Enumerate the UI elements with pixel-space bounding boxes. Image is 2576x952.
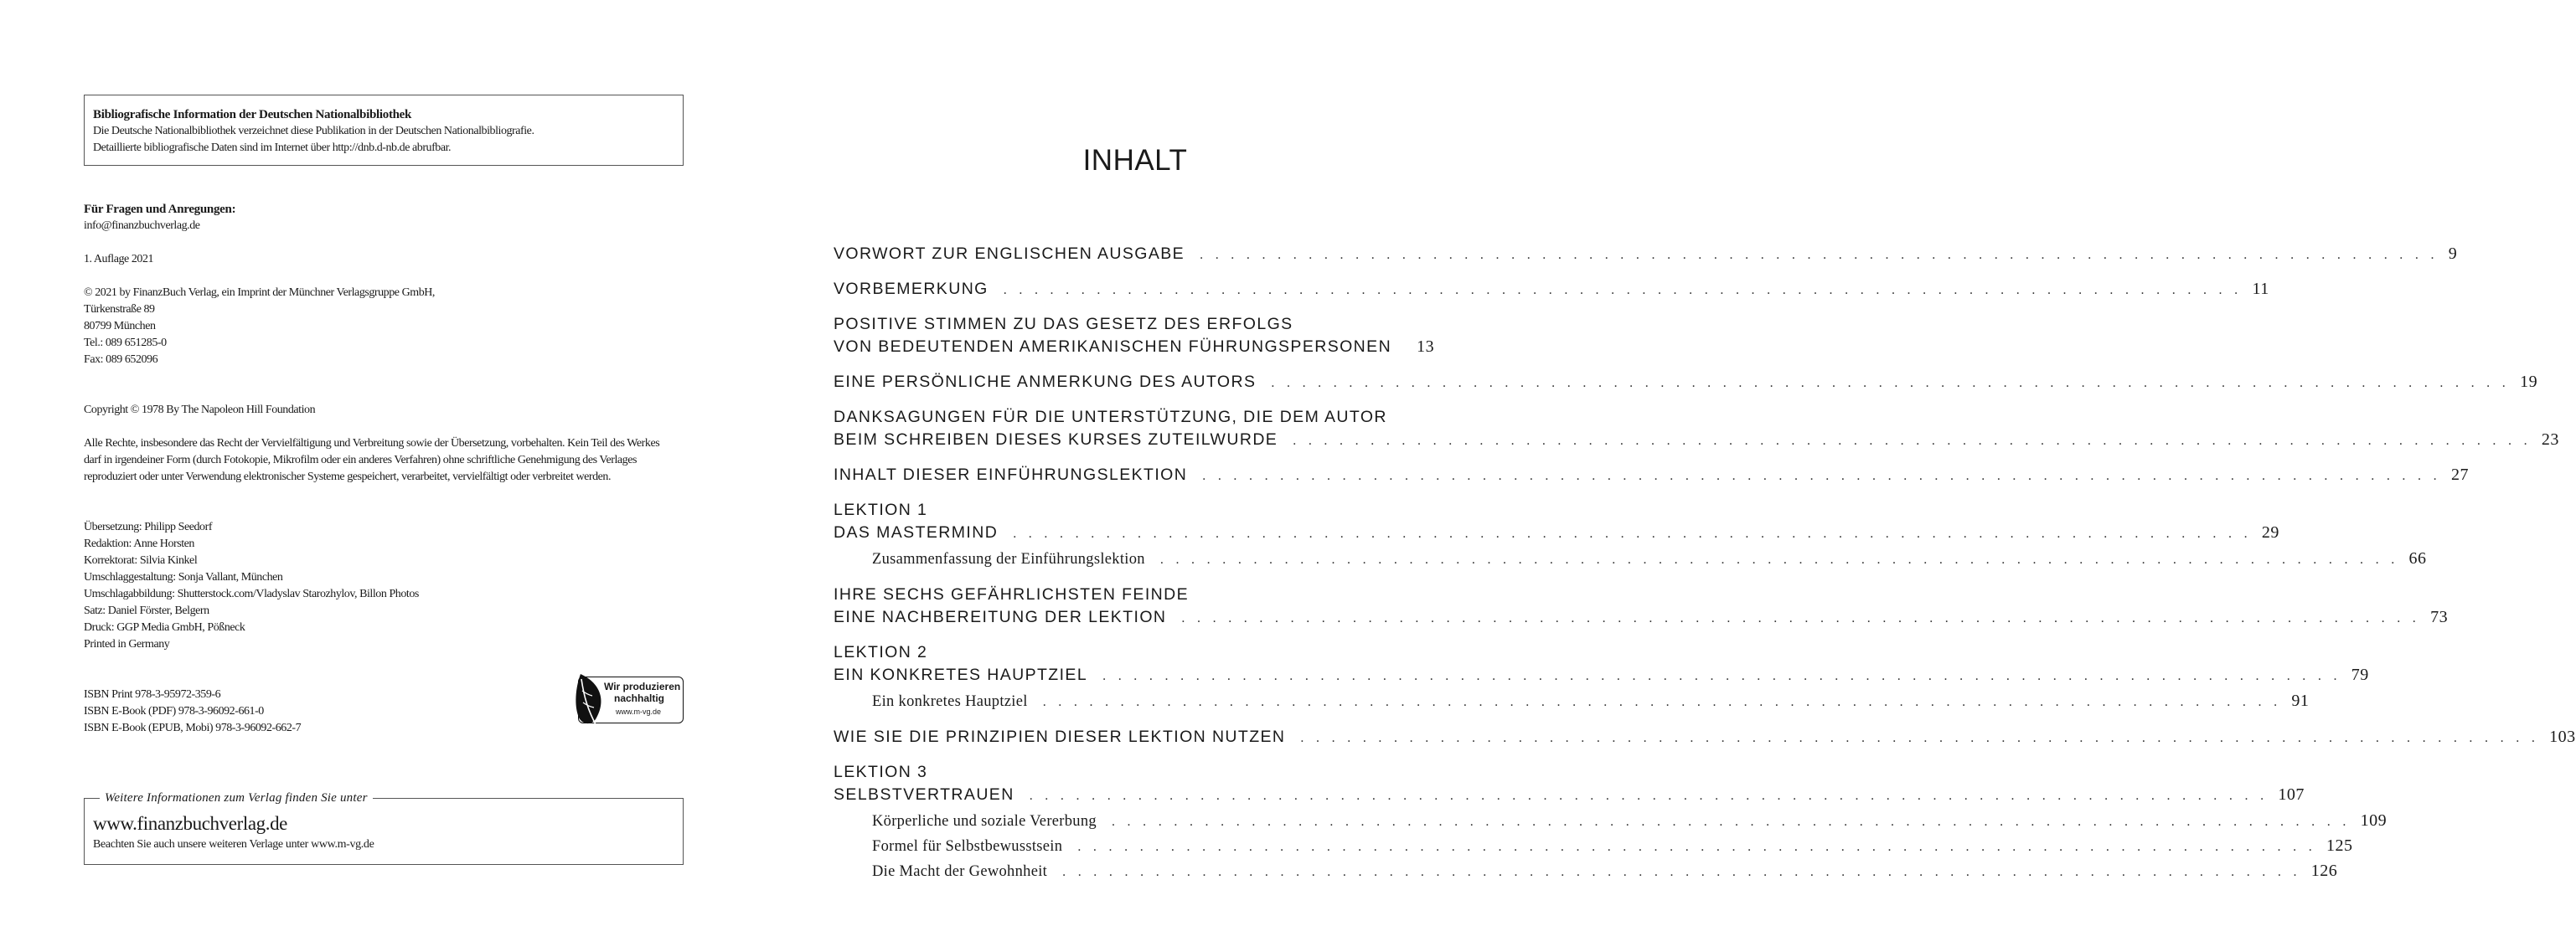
toc-page-number: 125 xyxy=(2326,836,2353,855)
imprint-page xyxy=(84,95,684,737)
toc-page-number: 23 xyxy=(2541,430,2559,449)
rights-line: Alle Rechte, insbesondere das Recht der Vervielfältigung und Verbreitung sowie der Übersetzung, vorbehalten. Kein Teil des Werkes xyxy=(84,437,660,450)
toc-entry-row xyxy=(834,243,2458,266)
toc-entry[interactable] xyxy=(834,243,2458,266)
dot-leader: . . . . . . . . . . . . . . . . . . . . . . . . . . . . . . . . . . . . . . . . . . . . . . . . . . . . . . . . . . . . . . . . . . . . . . . . . . . . . . . . xyxy=(1300,731,2540,745)
isbn-line: ISBN E-Book (EPUB, Mobi) 978-3-96092-662-7 xyxy=(84,722,302,734)
dot-leader: . . . . . . . . . . . . . . . . . . . . . . . . . . . . . . . . . . . . . . . . . . . . . . . . . . . . . . . . . . . . . . . . . . . . . . . . . . . . . . . . xyxy=(1102,669,2341,683)
toc-subentry[interactable] xyxy=(834,689,2310,714)
toc-entry[interactable] xyxy=(834,726,2576,749)
isbn-line: ISBN E-Book (PDF) 978-3-96092-661-0 xyxy=(84,705,264,718)
dot-leader: . . . . . . . . . . . . . . . . . . . . . . . . . . . . . . . . . . . . . . . . . . . . . . . . . . . . . . . . . . . . . . . . . . . . . . . . . . . . . . . . xyxy=(1271,376,2511,390)
toc-subentries xyxy=(834,689,2310,714)
toc-entry[interactable] xyxy=(834,761,2388,884)
credits xyxy=(84,519,684,653)
credit-line: Umschlagabbildung: Shutterstock.com/Vladyslav Starozhylov, Billon Photos xyxy=(84,588,419,600)
dot-leader: . . . . . . . . . . . . . . . . . . . . . . . . . . . . . . . . . . . . . . . . . . . . . . . . . . . . . . . . . . . . . . . . . . . . . . . . . . . . . . . . xyxy=(1111,815,2351,829)
toc-entry-title: EINE PERSÖNLICHE ANMERKUNG DES AUTORS xyxy=(834,373,1257,391)
toc-page-number: 109 xyxy=(2360,811,2388,830)
toc-entry[interactable] xyxy=(834,406,2559,452)
credit-line: Korrektorat: Silvia Kinkel xyxy=(84,554,198,567)
publisher-url[interactable]: www.finanzbuchverlag.de xyxy=(93,813,287,834)
toc-entry-title: BEIM SCHREIBEN DIESES KURSES ZUTEILWURDE xyxy=(834,430,1278,449)
toc-entry-title: VORBEMERKUNG xyxy=(834,280,989,298)
dot-leader: . . . . . . . . . . . . . . . . . . . . . . . . . . . . . . . . . . . . . . . . . . . . . . . . . . . . . . . . . . . . . . . . . . . . . . . . . . . . . . . . xyxy=(1029,789,2269,803)
contact-heading: Für Fragen und Anregungen: xyxy=(84,203,236,216)
toc-title: INHALT xyxy=(1082,144,1188,177)
toc-entry[interactable] xyxy=(834,641,2369,714)
toc-entry-title: IHRE SECHS GEFÄHRLICHSTEN FEINDE xyxy=(834,585,1190,604)
toc-page-number: 27 xyxy=(2450,466,2469,484)
credit-line: Übersetzung: Philipp Seedorf xyxy=(84,521,213,533)
dot-leader: . . . . . . . . . . . . . . . . . . . . . . . . . . . . . . . . . . . . . . . . . . . . . . . . . . . . . . . . . . . . . . . . . . . . . . . . . . . . . . . . xyxy=(1202,469,2441,483)
isbn-block xyxy=(84,681,684,737)
toc-subentries xyxy=(834,547,2427,572)
toc-entry-row xyxy=(834,664,2369,687)
toc-page-number: 107 xyxy=(2278,785,2305,804)
publisher-address xyxy=(84,285,684,368)
toc-page-number: 126 xyxy=(2310,862,2338,880)
toc-entry-row xyxy=(834,522,2279,545)
address-line: © 2021 by FinanzBuch Verlag, ein Imprint der Münchner Verlagsgruppe GmbH, xyxy=(84,286,435,299)
credit-line: Printed in Germany xyxy=(84,638,170,651)
toc-entry-title: LEKTION 3 xyxy=(834,763,928,781)
toc-page-number: 79 xyxy=(2351,666,2369,684)
badge-url: www.m-vg.de xyxy=(616,708,662,716)
address-line: Tel.: 089 651285-0 xyxy=(84,337,167,349)
credit-line: Umschlaggestaltung: Sonja Vallant, München xyxy=(84,571,283,584)
leaf-icon xyxy=(574,671,611,731)
toc-entry-row xyxy=(834,726,2576,749)
toc-subentry-title: Zusammenfassung der Einführungslektion xyxy=(872,551,1145,568)
toc-entry-title: DAS MASTERMIND xyxy=(834,523,999,542)
publisher-info-box xyxy=(84,791,684,865)
bib-title: Bibliografische Information der Deutschen Nationalbibliothek xyxy=(93,108,412,121)
toc-entry-title: EIN KONKRETES HAUPTZIEL xyxy=(834,666,1088,684)
toc-entry-row xyxy=(834,429,2559,452)
bib-line: Die Deutsche Nationalbibliothek verzeichnet diese Publikation in der Deutschen Nationalbibliografie. xyxy=(93,125,534,137)
toc-entry-row xyxy=(834,784,2305,807)
publisher-info-legend: Weitere Informationen zum Verlag finden Sie unter xyxy=(100,790,373,805)
badge-line: Wir produzieren xyxy=(604,681,681,692)
toc-entry-title: DANKSAGUNGEN FÜR DIE UNTERSTÜTZUNG, DIE DEM AUTOR xyxy=(834,408,1387,426)
credit-line: Druck: GGP Media GmbH, Pößneck xyxy=(84,621,245,634)
toc-page-number: 73 xyxy=(2430,608,2449,626)
toc-page-number: 9 xyxy=(2448,244,2458,263)
publisher-note: Beachten Sie auch unsere weiteren Verlage unter www.m-vg.de xyxy=(93,838,374,851)
toc-subentry-title: Körperliche und soziale Vererbung xyxy=(872,813,1097,830)
toc-entry-row xyxy=(834,336,1433,359)
toc-entry[interactable] xyxy=(834,278,2269,301)
edition: 1. Auflage 2021 xyxy=(84,253,154,265)
toc-entry-title: VON BEDEUTENDEN AMERIKANISCHEN FÜHRUNGSPERSONEN xyxy=(834,337,1392,356)
bibliographic-info-box xyxy=(84,95,684,166)
toc-subentry[interactable] xyxy=(834,809,2388,834)
toc-page-number: 91 xyxy=(2291,692,2310,710)
toc-subentry-title: Formel für Selbstbewusstsein xyxy=(872,838,1063,855)
toc-entry-title: POSITIVE STIMMEN ZU DAS GESETZ DES ERFOLGS xyxy=(834,315,1293,333)
toc-entry-row xyxy=(834,278,2269,301)
rights-line: reproduziert oder unter Verwendung elektronischer Systeme gespeichert, verarbeitet, vervielfältigt oder verbreitet werden. xyxy=(84,471,612,483)
toc-page-number: 19 xyxy=(2520,373,2538,391)
toc-subentry-title: Ein konkretes Hauptziel xyxy=(872,693,1028,710)
toc-entry[interactable] xyxy=(834,584,2449,630)
dot-leader: . . . . . . . . . . . . . . . . . . . . . . . . . . . . . . . . . . . . . . . . . . . . . . . . . . . . . . . . . . . . . . . . . . . . . . . . . . . . . . . . xyxy=(1003,283,2243,297)
toc-subentries xyxy=(834,809,2388,884)
toc-entry[interactable] xyxy=(834,464,2469,487)
toc-entry-row xyxy=(834,371,2538,394)
toc-entry-title: SELBSTVERTRAUEN xyxy=(834,785,1014,804)
rights-line: darf in irgendeiner Form (durch Fotokopie, Mikrofilm oder ein anderes Verfahren) ohne schriftliche Genehmigung des Verlages xyxy=(84,454,637,466)
toc-page-number: 29 xyxy=(2261,523,2279,542)
toc-entry-row xyxy=(834,606,2449,630)
dot-leader: . . . . . . . . . . . . . . . . . . . . . . . . . . . . . . . . . . . . . . . . . . . . . . . . . . . . . . . . . . . . . . . . . . . . . . . . . . . . . . . . xyxy=(1062,865,2301,879)
dot-leader: . . . . . . . . . . . . . . . . . . . . . . . . . . . . . . . . . . . . . . . . . . . . . . . . . . . . . . . . . . . . . . . . . . . . . . . . . . . . . . . . xyxy=(1042,695,2282,709)
toc-entry-title: INHALT DIESER EINFÜHRUNGSLEKTION xyxy=(834,466,1188,484)
toc-page-number: 103 xyxy=(2549,728,2576,746)
toc-subentry[interactable] xyxy=(834,547,2427,572)
dot-leader: . . . . . . . . . . . . . . . . . . . . . . . . . . . . . . . . . . . . . . . . . . . . . . . . . . . . . . . . . . . . . . . . . . . . . . . . . . . . . . . . xyxy=(1293,434,2532,448)
credit-line: Redaktion: Anne Horsten xyxy=(84,538,194,550)
contact-email: info@finanzbuchverlag.de xyxy=(84,219,200,232)
dot-leader: . . . . . . . . . . . . . . . . . . . . . . . . . . . . . . . . . . . . . . . . . . . . . . . . . . . . . . . . . . . . . . . . . . . . . . . . . . . . . . . . xyxy=(1181,611,2421,625)
toc-entry-title: LEKTION 1 xyxy=(834,501,928,519)
toc-entry-title: VORWORT ZUR ENGLISCHEN AUSGABE xyxy=(834,244,1185,263)
toc-entry-title: WIE SIE DIE PRINZIPIEN DIESER LEKTION NUTZEN xyxy=(834,728,1286,746)
address-line: Türkenstraße 89 xyxy=(84,303,155,316)
address-line: Fax: 089 652096 xyxy=(84,353,158,366)
table-of-contents xyxy=(834,243,2576,896)
toc-subentry[interactable] xyxy=(834,834,2353,859)
address-line: 80799 München xyxy=(84,320,156,332)
sustainability-badge xyxy=(578,677,684,723)
toc-page-number: 11 xyxy=(2252,280,2269,298)
toc-entry[interactable] xyxy=(834,371,2538,394)
isbn-line: ISBN Print 978-3-95972-359-6 xyxy=(84,688,221,701)
toc-entry-title: EINE NACHBEREITUNG DER LEKTION xyxy=(834,608,1167,626)
toc-subentry[interactable] xyxy=(834,859,2338,884)
copyright: Copyright © 1978 By The Napoleon Hill Foundation xyxy=(84,404,316,416)
credit-line: Satz: Daniel Förster, Belgern xyxy=(84,605,209,617)
dot-leader: . . . . . . . . . . . . . . . . . . . . . . . . . . . . . . . . . . . . . . . . . . . . . . . . . . . . . . . . . . . . . . . . . . . . . . . . . . . . . . . . xyxy=(1200,248,2439,262)
toc-entry-title: LEKTION 2 xyxy=(834,643,928,661)
toc-entry-row xyxy=(834,464,2469,487)
rights-notice xyxy=(84,435,684,486)
dot-leader: . . . . . . . . . . . . . . . . . . . . . . . . . . . . . . . . . . . . . . . . . . . . . . . . . . . . . . . . . . . . . . . . . . . . . . . . . . . . . . . . xyxy=(1159,553,2399,567)
badge-line: nachhaltig xyxy=(614,692,665,704)
toc-entry[interactable] xyxy=(834,313,1433,359)
toc-page-number: 13 xyxy=(1417,337,1435,356)
toc-subentry-title: Die Macht der Gewohnheit xyxy=(872,863,1048,880)
toc-entry[interactable] xyxy=(834,499,2427,572)
dot-leader: . . . . . . . . . . . . . . . . . . . . . . . . . . . . . . . . . . . . . . . . . . . . . . . . . . . . . . . . . . . . . . . . . . . . . . . . . . . . . . . . xyxy=(1013,527,2252,541)
toc-page-number: 66 xyxy=(2408,549,2427,568)
dot-leader: . . . . . . . . . . . . . . . . . . . . . . . . . . . . . . . . . . . . . . . . . . . . . . . . . . . . . . . . . . . . . . . . . . . . . . . . . . . . . . . . xyxy=(1077,840,2317,854)
bib-line: Detaillierte bibliografische Daten sind im Internet über http://dnb.d-nb.de abrufbar. xyxy=(93,142,452,154)
